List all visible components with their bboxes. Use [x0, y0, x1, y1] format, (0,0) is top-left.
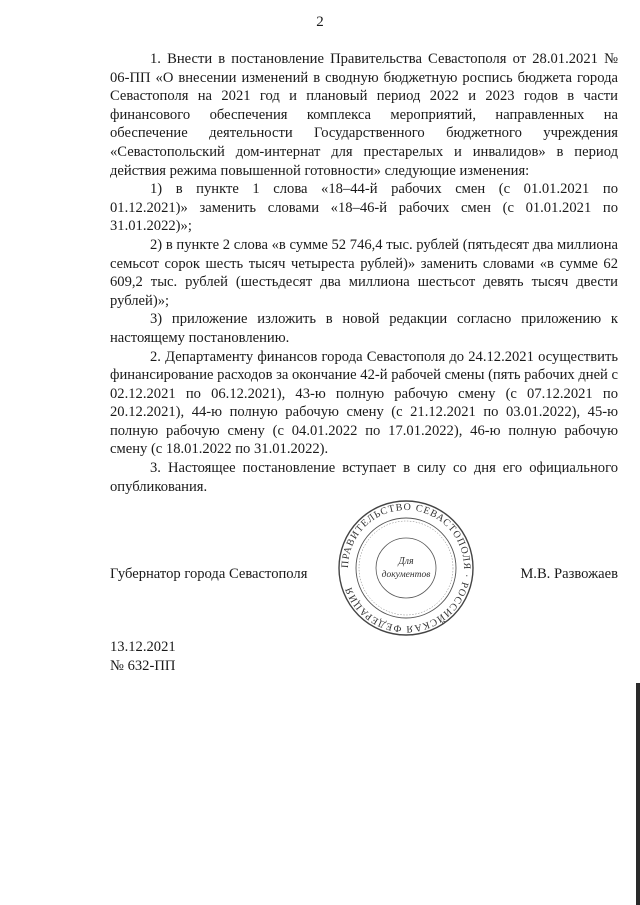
seal-center-line-1: Для — [398, 556, 414, 567]
paragraph-1-3: 3) приложение изложить в новой редакции согласно приложению к настоящему постановлению. — [110, 311, 618, 346]
paragraph-1-1: 1) в пункте 1 слова «18–44-й рабочих смен (с 01.01.2021 по 01.12.2021)» заменить словами «18–46-й рабочих смен (с 01.01.2021 по 31.01.2022)»; — [110, 181, 618, 235]
document-number: № 632-ПП — [110, 658, 176, 674]
paragraph-2: 2. Департаменту финансов города Севастополя до 24.12.2021 осуществить финансирование расходов за окончание 42-й рабочей смены (пять рабочих дней с 02.12.2021 по 06.12.2021), 43-ю полную рабочую смену (с 07.12.2021 по 20.12.2021), 44-ю полную рабочую смену (с 21.12.2021 по 03.01.2022), 45-ю полную рабочую смену (с 04.01.2022 по 17.01.2022), 46-ю полную рабочую смену (с 18.01.2022 по 31.01.2022). — [110, 348, 618, 458]
paragraph-1: 1. Внести в постановление Правительства Севастополя от 28.01.2021 № 06-ПП «О внесении изменений в сводную бюджетную роспись бюджета города Севастополя на 2021 год и плановый период 2022 и 2023 годов в части финансового обеспечения комплекса мероприятий, направленных на обеспечение деятельности Государственного бюджетного учреждения «Севастопольский дом-интернат для престарелых и инвалидов» в период действия режима повышенной готовности» следующие изменения: — [110, 51, 618, 179]
seal-center-line-2: документов — [381, 570, 431, 580]
document-date: 13.12.2021 — [110, 639, 176, 655]
seal-outer-text: ПРАВИТЕЛЬСТВО СЕВАСТОПОЛЯ · РОССИЙСКАЯ ФЕДЕРАЦИЯ — [339, 501, 473, 635]
signatory-name: М.В. Развожаев — [520, 566, 618, 582]
document-meta — [110, 638, 176, 676]
document-body — [110, 50, 618, 496]
scan-edge-mark — [636, 683, 640, 905]
paragraph-3: 3. Настоящее постановление вступает в силу со дня его официального опубликования. — [110, 460, 618, 495]
paragraph-1-2: 2) в пункте 2 слова «в сумме 52 746,4 тыс. рублей (пятьдесят два миллиона семьсот сорок шесть тысяч четыреста рублей)» заменить словами «в сумме 62 609,2 тыс. рублей (шестьдесят два миллиона шестьсот девять тысяч двести рублей)»; — [110, 236, 618, 309]
page-number: 2 — [316, 14, 324, 30]
signatory-position: Губернатор города Севастополя — [110, 566, 308, 582]
signature-block — [110, 566, 618, 588]
